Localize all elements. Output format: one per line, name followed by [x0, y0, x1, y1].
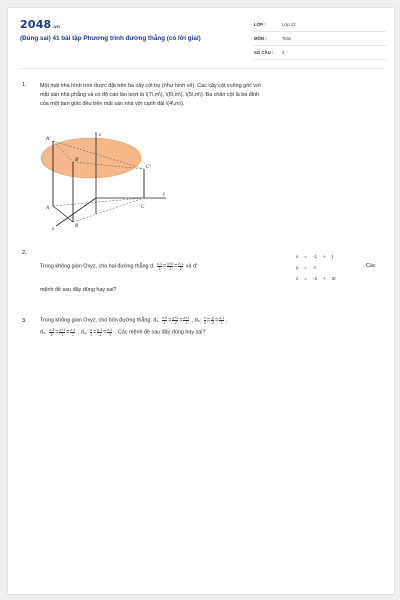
- meta-value: Toán: [282, 36, 292, 41]
- base-edge-ac: [53, 198, 144, 206]
- question-text: . Các: [363, 263, 376, 269]
- question-1-text: [40, 82, 385, 109]
- question-number: 2.: [22, 250, 27, 256]
- header-divider: [18, 68, 384, 69]
- label-a: A: [46, 206, 50, 211]
- question-line: của một tam giác đều trên mặt sàn nhà với cạnh dài \(4\,m\).: [40, 101, 185, 107]
- label-c: C: [141, 205, 145, 210]
- fraction: $\frac{x}{1}$: [203, 316, 206, 325]
- fraction: $\frac{y+1}{-2}$: [172, 316, 179, 325]
- fraction: $\frac{x-1}{1}$: [157, 262, 163, 271]
- x-axis: [56, 198, 96, 226]
- question-text: , d₂:: [191, 317, 202, 324]
- meta-row-count: [254, 46, 386, 60]
- system-row: x = -1 + t: [296, 254, 334, 259]
- question-line: Một mái nhà hình tròn được đặt trên ba cây cột trụ (như hình vẽ). Các cây cột vuông góc với: [40, 83, 261, 89]
- fraction: $\frac{z-1}{1}$: [107, 328, 113, 337]
- fraction: $\frac{x-3}{1}$: [162, 316, 168, 325]
- question-text: d₃:: [40, 329, 47, 336]
- fraction: $\frac{y+2}{-1}$: [167, 262, 174, 271]
- label-y: y: [163, 192, 166, 197]
- document-title: (Đúng sai) 41 bài tập Phương trình đường thẳng (có lời giải): [20, 35, 201, 42]
- fraction: $\frac{x-3}{2}$: [49, 328, 55, 337]
- system-row: y = -t: [296, 265, 316, 270]
- meta-row-class: [254, 18, 386, 32]
- question-text: Trong không gian Oxyz, cho hai đường thẳng d:: [40, 263, 155, 270]
- label-a-top: A': [46, 137, 51, 142]
- roof-pillars-figure: [36, 126, 176, 234]
- question-3-line-1: Trong không gian Oxyz, cho bốn đường thẳng: d₁: $\frac{x-3}{1}$ = $\frac{y+1}{-2}$ = $\frac{z+1}{1}$ , d₂: $\frac{x}{1}$ = $\frac{y}{-2}$ = $\frac{z-1}{1}$ ,: [40, 316, 227, 325]
- fraction: $\frac{y+1}{1}$: [59, 328, 66, 337]
- meta-key: LỚP :: [254, 22, 266, 27]
- label-x: x: [52, 227, 55, 232]
- question-number: 1.: [22, 82, 27, 88]
- meta-key: MÔN :: [254, 36, 267, 41]
- document-page: [7, 7, 395, 595]
- question-text: và d':: [185, 263, 199, 270]
- fraction: $\frac{y}{-2}$: [211, 316, 215, 325]
- meta-row-subject: [254, 32, 386, 46]
- base-edge-ab: [53, 206, 73, 222]
- fraction: $\frac{z-1}{2}$: [178, 262, 184, 271]
- fraction: $\frac{y-1}{-1}$: [97, 328, 103, 337]
- fraction: $\frac{x}{1}$: [90, 328, 93, 337]
- system-row: z = -2 + 3t: [296, 276, 336, 281]
- label-b: B: [75, 224, 79, 229]
- meta-key: SỐ CÂU :: [254, 50, 274, 55]
- base-edge-bc: [73, 198, 144, 222]
- question-text: . Các mệnh đề sau đây đúng hay sai?: [114, 329, 206, 336]
- parametric-system: [296, 251, 336, 284]
- question-line: mặt sàn nhà phẳng và có độ cao lần lượt là \(7\,m\), \(6\,m\), \(5\,m\). Ba chân cột là ba đỉnh: [40, 92, 259, 98]
- question-2-line-2: mệnh đề sau đây đúng hay sai?: [40, 287, 117, 293]
- meta-value: Lớp 12: [282, 22, 296, 27]
- question-text: , d₄:: [77, 329, 88, 336]
- label-c-top: C': [146, 165, 151, 170]
- question-2-line-1: Trong không gian Oxyz, cho hai đường thẳng d: $\frac{x-1}{1}$ = $\frac{y+2}{-1}$ = $\frac{z-1}{2}$ và d':: [40, 262, 199, 271]
- fraction: $\frac{z+1}{1}$: [183, 316, 190, 325]
- document-meta: [254, 18, 386, 60]
- fraction: $\frac{z-1}{1}$: [219, 316, 225, 325]
- question-number: 3.: [22, 318, 27, 324]
- label-z: z: [99, 133, 101, 138]
- site-logo[interactable]: 2048.vn: [20, 18, 60, 31]
- fraction: $\frac{z-1}{1}$: [70, 328, 76, 337]
- question-3-line-2: d₃: $\frac{x-3}{2}$ = $\frac{y+1}{1}$ = $\frac{z-1}{1}$ , d₄: $\frac{x}{1}$ = $\frac{y-1}{-1}$ = $\frac{z-1}{1}$ . Các mệnh đề sau đây đúng hay sai?: [40, 328, 206, 337]
- meta-value: 3: [282, 50, 285, 55]
- label-b-top: B': [75, 158, 80, 163]
- question-text: Trong không gian Oxyz, cho bốn đường thẳng: d₁:: [40, 317, 160, 324]
